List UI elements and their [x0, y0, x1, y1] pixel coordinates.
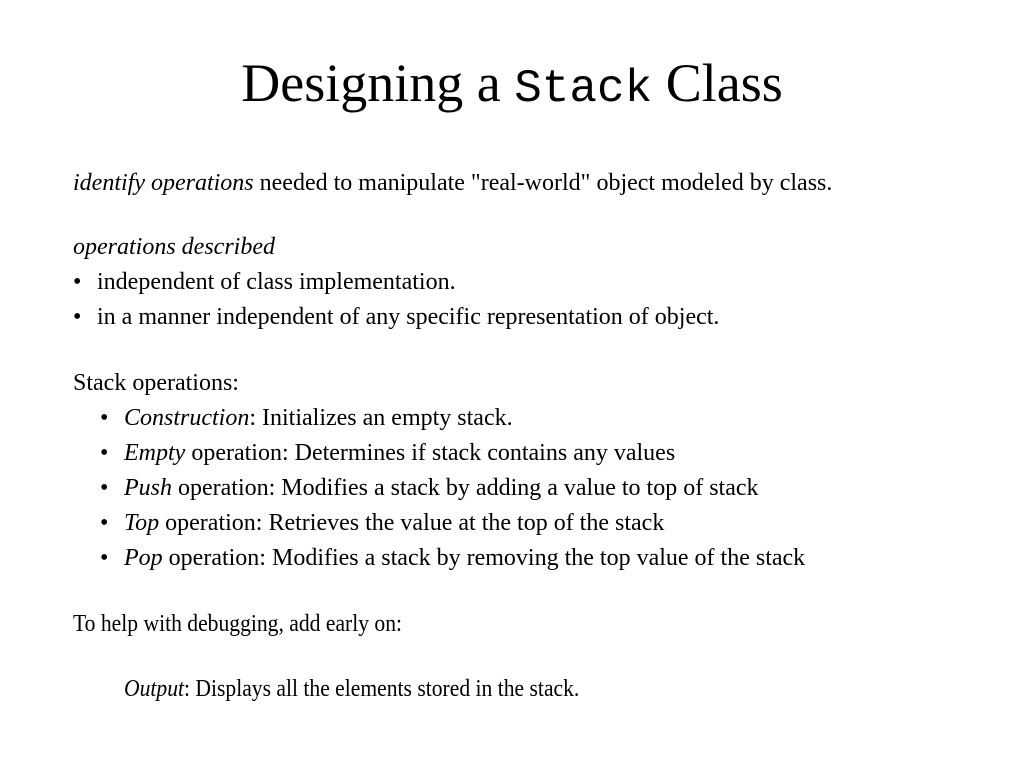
op-desc: operation: Retrieves the value at the top of the stack — [159, 510, 665, 536]
intro-line — [73, 168, 832, 198]
op-desc: : Displays all the elements stored in the stack. — [184, 676, 580, 702]
stack-op-item — [100, 473, 759, 503]
op-desc: operation: Modifies a stack by adding a value to top of stack — [172, 475, 759, 501]
op-name: Pop — [124, 545, 163, 571]
op-desc: : Initializes an empty stack. — [249, 405, 513, 431]
op-name: Top — [124, 510, 160, 536]
op-name: Empty — [124, 440, 186, 466]
title-code: Stack — [514, 63, 653, 115]
stack-ops-heading: Stack operations: — [73, 370, 239, 396]
op-desc: operation: Determines if stack contains any values — [185, 440, 676, 466]
bullet-icon: • — [73, 304, 82, 330]
bullet-icon: • — [100, 475, 109, 501]
described-item-text: in a manner independent of any specific representation of object. — [97, 304, 720, 330]
stack-op-item — [100, 403, 513, 433]
bullet-icon: • — [100, 545, 109, 571]
op-name: Output — [124, 676, 185, 702]
intro-emphasis: identify operations — [73, 170, 254, 196]
stack-op-item — [100, 508, 664, 538]
stack-op-item — [100, 543, 805, 573]
title-suffix: Class — [652, 53, 783, 113]
intro-text: needed to manipulate "real-world" object modeled by class. — [253, 170, 833, 196]
bullet-icon: • — [100, 405, 109, 431]
slide-title — [0, 50, 1024, 122]
described-item — [73, 302, 719, 332]
described-heading — [73, 232, 275, 262]
op-desc: operation: Modifies a stack by removing the top value of the stack — [162, 545, 806, 571]
op-name: Construction — [124, 405, 250, 431]
bullet-icon: • — [100, 510, 109, 536]
stack-op-item — [100, 438, 675, 468]
described-item-text: independent of class implementation. — [97, 269, 456, 295]
op-name: Push — [124, 475, 172, 501]
debugging-heading: To help with debugging, add early on: — [73, 611, 403, 637]
output-operation — [124, 674, 579, 704]
title-prefix: Designing a — [241, 53, 515, 113]
bullet-icon: • — [73, 269, 82, 295]
described-item — [73, 267, 456, 297]
bullet-icon: • — [100, 440, 109, 466]
described-heading-text: operations described — [73, 234, 275, 260]
